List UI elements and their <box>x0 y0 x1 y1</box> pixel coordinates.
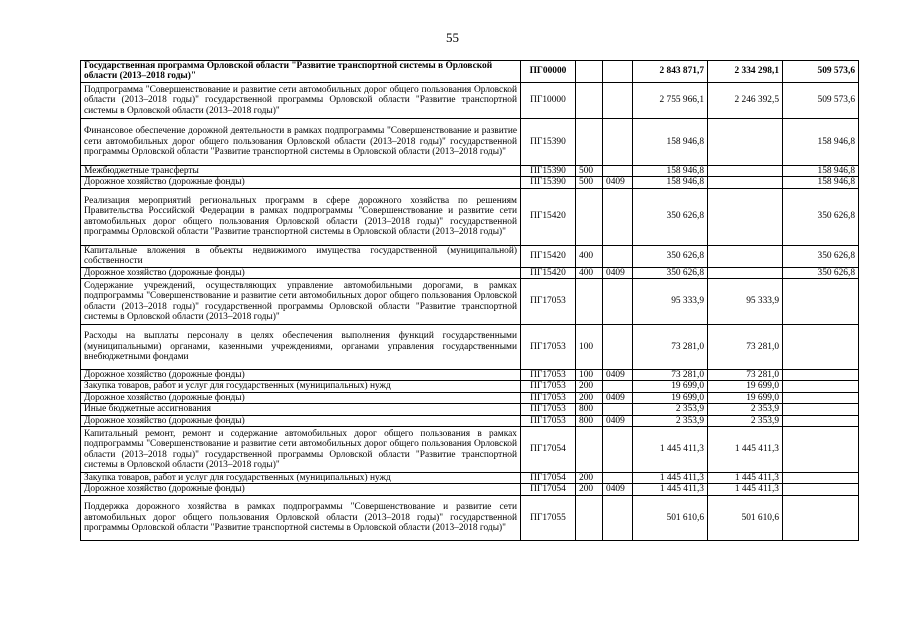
section-code-cell <box>603 82 633 118</box>
section-code-cell: 0409 <box>603 177 633 188</box>
target-code-cell: ПГ15420 <box>521 245 576 267</box>
section-code-cell: 0409 <box>603 370 633 381</box>
section-code-cell: 0409 <box>603 392 633 403</box>
target-code-cell: ПГ17055 <box>521 495 576 540</box>
target-code-cell: ПГ17054 <box>521 484 576 495</box>
amount-federal-cell: 158 946,8 <box>783 118 859 165</box>
amount-federal-cell <box>783 404 859 415</box>
row-name-cell: Государственная программа Орловской области "Развитие транспортной системы в Орловской области (2013–2018 годы)" <box>81 61 521 83</box>
amount-regional-cell <box>708 118 783 165</box>
expense-type-cell: 100 <box>576 370 603 381</box>
target-code-cell: ПГ17053 <box>521 415 576 426</box>
amount-total-cell: 158 946,8 <box>633 118 708 165</box>
row-name-cell: Поддержка дорожного хозяйства в рамках подпрограммы "Совершенствование и развитие сети автомобильных дорог общего пользования Орловской области (2013–2018 годы)" государственной программы Орловской области "Развитие транспортной системы в Орловской области (2013–2018 годы)" <box>81 495 521 540</box>
expense-type-cell <box>576 427 603 473</box>
section-code-cell <box>603 495 633 540</box>
table-row <box>81 427 859 473</box>
amount-federal-cell <box>783 381 859 392</box>
row-name-cell: Закупка товаров, работ и услуг для государственных (муниципальных) нужд <box>81 381 521 392</box>
table-row <box>81 82 859 118</box>
amount-regional-cell: 2 334 298,1 <box>708 61 783 83</box>
target-code-cell: ПГ17053 <box>521 325 576 370</box>
amount-federal-cell <box>783 325 859 370</box>
section-code-cell <box>603 61 633 83</box>
section-code-cell: 0409 <box>603 415 633 426</box>
amount-federal-cell <box>783 473 859 484</box>
expense-type-cell: 200 <box>576 484 603 495</box>
expense-type-cell: 400 <box>576 245 603 267</box>
amount-regional-cell: 2 353,9 <box>708 415 783 426</box>
table-row <box>81 415 859 426</box>
expense-type-cell: 500 <box>576 177 603 188</box>
row-name-cell: Дорожное хозяйство (дорожные фонды) <box>81 392 521 403</box>
target-code-cell: ПГ17053 <box>521 404 576 415</box>
amount-total-cell: 501 610,6 <box>633 495 708 540</box>
amount-regional-cell: 1 445 411,3 <box>708 484 783 495</box>
row-name-cell: Закупка товаров, работ и услуг для государственных (муниципальных) нужд <box>81 473 521 484</box>
target-code-cell: ПГ15390 <box>521 165 576 176</box>
amount-regional-cell <box>708 245 783 267</box>
section-code-cell <box>603 404 633 415</box>
amount-regional-cell: 1 445 411,3 <box>708 427 783 473</box>
expense-type-cell <box>576 495 603 540</box>
amount-total-cell: 19 699,0 <box>633 381 708 392</box>
section-code-cell <box>603 165 633 176</box>
target-code-cell: ПГ17053 <box>521 381 576 392</box>
expense-type-cell <box>576 118 603 165</box>
target-code-cell: ПГ15420 <box>521 188 576 245</box>
table-row <box>81 177 859 188</box>
expense-type-cell: 800 <box>576 404 603 415</box>
amount-federal-cell <box>783 392 859 403</box>
row-name-cell: Дорожное хозяйство (дорожные фонды) <box>81 370 521 381</box>
target-code-cell: ПГ17053 <box>521 370 576 381</box>
amount-regional-cell: 19 699,0 <box>708 392 783 403</box>
expense-type-cell: 800 <box>576 415 603 426</box>
table-row <box>81 473 859 484</box>
amount-total-cell: 1 445 411,3 <box>633 427 708 473</box>
expense-type-cell <box>576 279 603 325</box>
amount-total-cell: 2 353,9 <box>633 415 708 426</box>
row-name-cell: Дорожное хозяйство (дорожные фонды) <box>81 267 521 278</box>
amount-regional-cell <box>708 165 783 176</box>
amount-total-cell: 19 699,0 <box>633 392 708 403</box>
target-code-cell: ПГ17053 <box>521 392 576 403</box>
target-code-cell: ПГ10000 <box>521 82 576 118</box>
table-row <box>81 370 859 381</box>
expense-type-cell <box>576 188 603 245</box>
table-row <box>81 61 859 83</box>
row-name-cell: Финансовое обеспечение дорожной деятельности в рамках подпрограммы "Совершенствование и развитие сети автомобильных дорог общего пользования Орловской области (2013–2018 годы)" государственной программы Орловской области "Развитие транспортной системы в Орловской области (2013–2018 годы)" <box>81 118 521 165</box>
page-number: 55 <box>446 30 459 45</box>
row-name-cell: Дорожное хозяйство (дорожные фонды) <box>81 484 521 495</box>
expense-type-cell: 500 <box>576 165 603 176</box>
table-row <box>81 392 859 403</box>
section-code-cell <box>603 188 633 245</box>
table-row <box>81 118 859 165</box>
row-name-cell: Дорожное хозяйство (дорожные фонды) <box>81 177 521 188</box>
amount-federal-cell: 350 626,8 <box>783 245 859 267</box>
row-name-cell: Реализация мероприятий региональных программ в сфере дорожного хозяйства по решениям Правительства Российской Федерации в рамках подпрограммы "Совершенствование и развитие сети автомобильных дорог общего пользования Орловской области (2013–2018 годы)" государственной программы Орловской области "Развитие транспортной системы в Орловской области (2013–2018 годы)" <box>81 188 521 245</box>
amount-regional-cell: 19 699,0 <box>708 381 783 392</box>
amount-federal-cell: 350 626,8 <box>783 267 859 278</box>
row-name-cell: Подпрограмма "Совершенствование и развитие сети автомобильных дорог общего пользования Орловской области (2013–2018 годы)" государственной программы Орловской области "Развитие транспортной системы в Орловской области (2013–2018 годы)" <box>81 82 521 118</box>
amount-regional-cell: 73 281,0 <box>708 325 783 370</box>
target-code-cell: ПГ15390 <box>521 177 576 188</box>
row-name-cell: Иные бюджетные ассигнования <box>81 404 521 415</box>
table-row <box>81 495 859 540</box>
amount-federal-cell <box>783 279 859 325</box>
amount-regional-cell: 501 610,6 <box>708 495 783 540</box>
section-code-cell <box>603 427 633 473</box>
expense-type-cell: 400 <box>576 267 603 278</box>
section-code-cell: 0409 <box>603 484 633 495</box>
budget-table <box>80 60 859 541</box>
section-code-cell: 0409 <box>603 267 633 278</box>
amount-regional-cell: 1 445 411,3 <box>708 473 783 484</box>
section-code-cell <box>603 245 633 267</box>
target-code-cell: ПГ17053 <box>521 279 576 325</box>
row-name-cell: Расходы на выплаты персоналу в целях обеспечения выполнения функций государственными (муниципальными) органами, казенными учреждениями, органами управления государственными внебюджетными фондами <box>81 325 521 370</box>
row-name-cell: Капитальный ремонт, ремонт и содержание автомобильных дорог общего пользования в рамках подпрограммы "Совершенствование и развитие сети автомобильных дорог общего пользования Орловской области (2013–2018 годы)" государственной программы Орловской области "Развитие транспортной системы в Орловской области (2013–2018 годы)" <box>81 427 521 473</box>
amount-federal-cell <box>783 484 859 495</box>
expense-type-cell <box>576 61 603 83</box>
row-name-cell: Межбюджетные трансферты <box>81 165 521 176</box>
amount-regional-cell: 2 246 392,5 <box>708 82 783 118</box>
section-code-cell <box>603 381 633 392</box>
amount-total-cell: 350 626,8 <box>633 267 708 278</box>
amount-regional-cell: 95 333,9 <box>708 279 783 325</box>
section-code-cell <box>603 279 633 325</box>
target-code-cell: ПГ15390 <box>521 118 576 165</box>
row-name-cell: Дорожное хозяйство (дорожные фонды) <box>81 415 521 426</box>
target-code-cell: ПГ15420 <box>521 267 576 278</box>
amount-total-cell: 158 946,8 <box>633 177 708 188</box>
amount-federal-cell: 350 626,8 <box>783 188 859 245</box>
amount-total-cell: 2 755 966,1 <box>633 82 708 118</box>
amount-federal-cell <box>783 495 859 540</box>
amount-regional-cell <box>708 177 783 188</box>
expense-type-cell <box>576 82 603 118</box>
amount-total-cell: 158 946,8 <box>633 165 708 176</box>
table-row <box>81 267 859 278</box>
section-code-cell <box>603 325 633 370</box>
expense-type-cell: 200 <box>576 473 603 484</box>
target-code-cell: ПГ17054 <box>521 427 576 473</box>
table-row <box>81 279 859 325</box>
amount-regional-cell: 2 353,9 <box>708 404 783 415</box>
section-code-cell <box>603 473 633 484</box>
table-row <box>81 404 859 415</box>
amount-federal-cell: 158 946,8 <box>783 177 859 188</box>
table-row <box>81 325 859 370</box>
amount-regional-cell <box>708 188 783 245</box>
amount-total-cell: 350 626,8 <box>633 188 708 245</box>
amount-total-cell: 2 353,9 <box>633 404 708 415</box>
amount-total-cell: 73 281,0 <box>633 370 708 381</box>
amount-federal-cell: 509 573,6 <box>783 61 859 83</box>
target-code-cell: ПГ17054 <box>521 473 576 484</box>
amount-total-cell: 73 281,0 <box>633 325 708 370</box>
amount-total-cell: 350 626,8 <box>633 245 708 267</box>
row-name-cell: Содержание учреждений, осуществляющих управление автомобильными дорогами, в рамках подпрограммы "Совершенствование и развитие сети автомобильных дорог общего пользования Орловской области (2013–2018 годы)" государственной программы Орловской области "Развитие транспортной системы в Орловской области (2013–2018 годы)" <box>81 279 521 325</box>
amount-federal-cell <box>783 427 859 473</box>
amount-federal-cell <box>783 370 859 381</box>
expense-type-cell: 100 <box>576 325 603 370</box>
table-row <box>81 484 859 495</box>
row-name-cell: Капитальные вложения в объекты недвижимого имущества государственной (муниципальной) собственности <box>81 245 521 267</box>
amount-federal-cell: 509 573,6 <box>783 82 859 118</box>
amount-total-cell: 1 445 411,3 <box>633 484 708 495</box>
expense-type-cell: 200 <box>576 392 603 403</box>
table-row <box>81 165 859 176</box>
table-row <box>81 245 859 267</box>
section-code-cell <box>603 118 633 165</box>
amount-federal-cell <box>783 415 859 426</box>
amount-federal-cell: 158 946,8 <box>783 165 859 176</box>
amount-regional-cell <box>708 267 783 278</box>
amount-total-cell: 1 445 411,3 <box>633 473 708 484</box>
table-row <box>81 381 859 392</box>
amount-total-cell: 95 333,9 <box>633 279 708 325</box>
amount-regional-cell: 73 281,0 <box>708 370 783 381</box>
table-row <box>81 188 859 245</box>
target-code-cell: ПГ00000 <box>521 61 576 83</box>
amount-total-cell: 2 843 871,7 <box>633 61 708 83</box>
expense-type-cell: 200 <box>576 381 603 392</box>
